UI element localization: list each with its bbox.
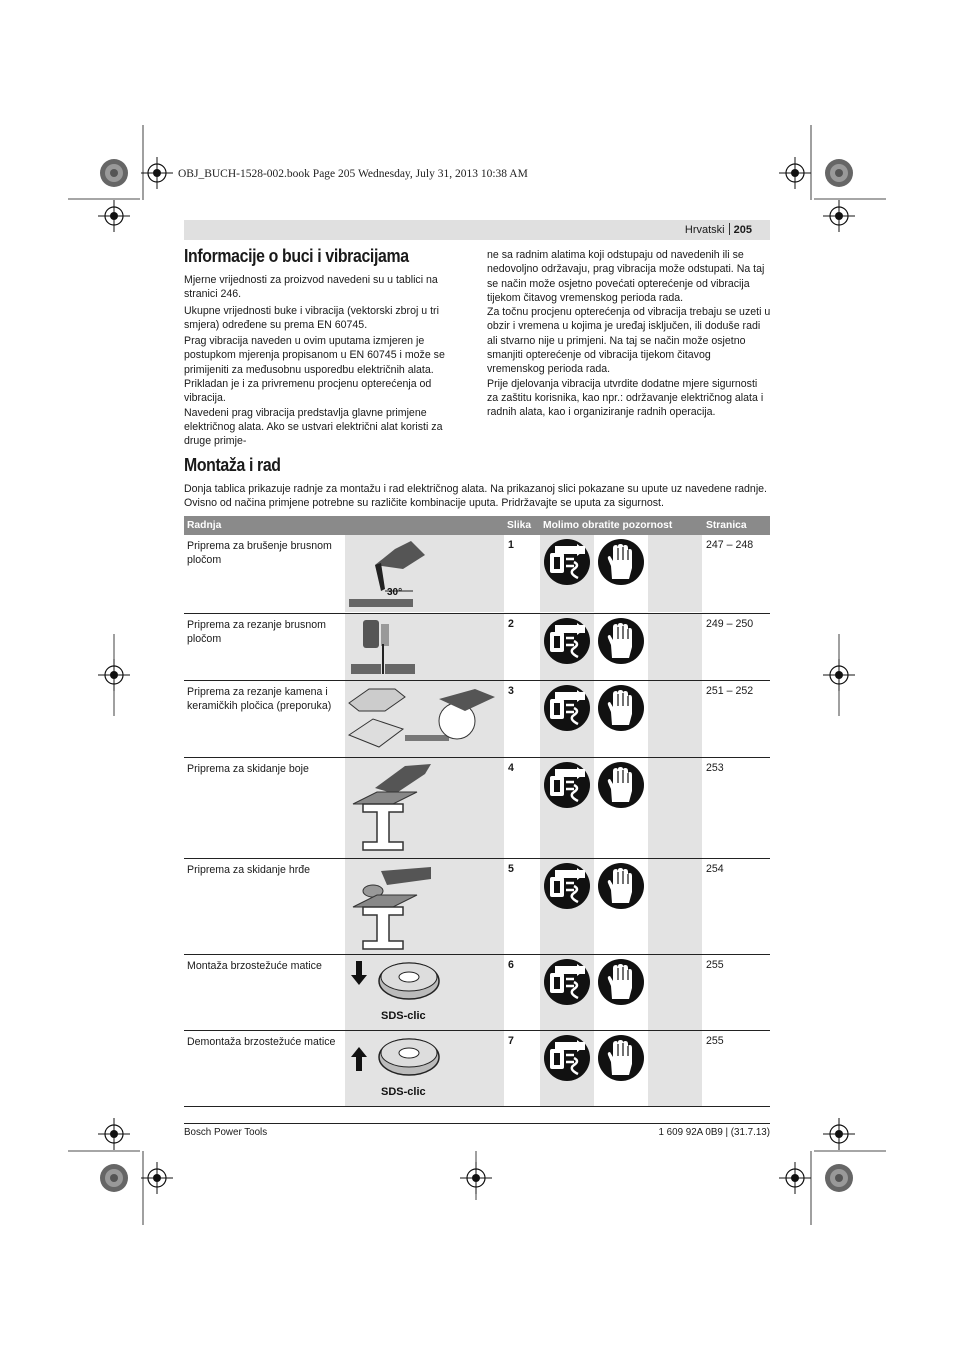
page-reference: 247 – 248 xyxy=(703,535,770,613)
unplug-before-work-icon xyxy=(547,621,587,661)
page-reference: 254 xyxy=(703,858,770,954)
pictogram-slot-empty xyxy=(648,955,702,1030)
table-row xyxy=(184,858,770,954)
pictogram-slot xyxy=(540,535,594,612)
action-illustration xyxy=(345,1031,504,1106)
pictogram-unplug xyxy=(544,685,590,731)
footer-publisher: Bosch Power Tools xyxy=(184,1127,268,1138)
page-reference: 249 – 250 xyxy=(703,613,770,680)
unplug-before-work-icon xyxy=(547,962,587,1002)
pictogram-slot-empty xyxy=(648,681,702,757)
action-illustration xyxy=(345,681,504,757)
footer-rule xyxy=(184,1123,770,1124)
rust-removal-brush-icon xyxy=(345,859,504,951)
unplug-before-work-icon xyxy=(547,866,587,906)
action-label: Montaža brzostežuće matice xyxy=(187,959,322,972)
pictogram-gloves xyxy=(598,539,644,585)
pictogram-slot xyxy=(540,758,594,858)
attention-pictograms xyxy=(540,613,703,680)
cutting-disc-icon xyxy=(345,614,504,677)
action-cell xyxy=(184,1030,504,1106)
paragraph: Prije djelovanja vibracija utvrdite dodatne mjere sigurnosti za zaštitu korisnika, kao npr.: održavanje električnog alata i radnih alata, kao i organiziranje radnih operacija. xyxy=(487,377,764,419)
action-cell xyxy=(184,858,504,954)
wear-gloves-icon xyxy=(601,866,641,906)
pictogram-gloves xyxy=(598,863,644,909)
table-row xyxy=(184,757,770,858)
section-assembly-intro: Donja tablica prikazuje radnje za montažu i rad električnog alata. Na prikazanoj slici pokazane su upute uz navedene radnje. Ovisno od načina primjene potrebne su različite kombinacije uputa. Pridržavajte se uputa za sigurnost. xyxy=(184,483,768,510)
attention-pictograms xyxy=(540,680,703,757)
pictogram-unplug xyxy=(544,863,590,909)
figure-number: 7 xyxy=(504,1030,540,1106)
brand-label: SDS-clic xyxy=(381,1009,426,1022)
angle-label: 30° xyxy=(387,587,403,598)
action-cell xyxy=(184,954,504,1030)
page-reference: 253 xyxy=(703,757,770,858)
pictogram-gloves xyxy=(598,685,644,731)
attention-pictograms xyxy=(540,1030,703,1106)
section-noise-left-column xyxy=(184,273,468,451)
wear-gloves-icon xyxy=(601,1038,641,1078)
table-row xyxy=(184,680,770,757)
action-illustration xyxy=(345,859,504,954)
action-label: Priprema za rezanje brusnom pločom xyxy=(187,618,326,645)
paragraph: ne sa radnim alatima koji odstupaju od navedenih ili se nedovoljno održavaju, prag vibracija može odstupati. Na taj se način može osjetno povećati opterećenje od vibracija tijekom čitavog vremenskog perioda rada. xyxy=(487,249,765,304)
sds-clic-dismount-icon xyxy=(345,1031,504,1103)
pictogram-unplug xyxy=(544,1035,590,1081)
table-header-row xyxy=(184,516,770,535)
column-header-action: Radnja xyxy=(184,516,504,535)
action-label: Demontaža brzostežuće matice xyxy=(187,1035,336,1048)
page-header-text xyxy=(685,223,752,236)
action-label: Priprema za rezanje kamena i keramičkih pločica (preporuka) xyxy=(187,685,332,712)
attention-pictograms xyxy=(540,954,703,1030)
unplug-before-work-icon xyxy=(547,542,587,582)
paint-removal-icon xyxy=(345,758,504,855)
stone-cutting-guide-icon xyxy=(345,681,504,754)
section-noise-right-column xyxy=(487,248,771,420)
pictogram-slot-empty xyxy=(648,614,702,680)
operations-table xyxy=(184,516,770,1107)
grinding-30-degree-icon xyxy=(345,535,504,609)
page-reference: 251 – 252 xyxy=(703,680,770,757)
page-reference: 255 xyxy=(703,954,770,1030)
figure-number: 5 xyxy=(504,858,540,954)
column-header-page: Stranica xyxy=(703,516,770,535)
action-illustration xyxy=(345,758,504,858)
action-illustration xyxy=(345,535,504,612)
pictogram-slot xyxy=(594,1031,648,1106)
figure-number: 6 xyxy=(504,954,540,1030)
paragraph: Ukupne vrijednosti buke i vibracija (vektorski zbroj u tri smjera) određene su prema EN 60745. xyxy=(184,304,439,331)
print-slug: OBJ_BUCH-1528-002.book Page 205 Wednesday, July 31, 2013 10:38 AM xyxy=(178,168,528,180)
paragraph: Za točnu procjenu opterećenja od vibracija trebaju se uzeti u obzir i vremena u kojima je uređaj isključen, ili doduše radi ali stvarno nije u primjeni. Na taj se način može osjetno smanjiti opterećenje od vibracija tijekom čitavog vremenskog perioda rada. xyxy=(487,306,771,376)
action-label: Priprema za skidanje boje xyxy=(187,762,309,775)
footer-document-number: 1 609 92A 0B9 | (31.7.13) xyxy=(658,1127,770,1138)
page-header xyxy=(184,220,770,240)
header-separator xyxy=(729,223,730,235)
action-illustration xyxy=(345,614,504,680)
figure-number: 3 xyxy=(504,680,540,757)
brand-label: SDS-clic xyxy=(381,1085,426,1098)
pictogram-slot-empty xyxy=(648,535,702,612)
attention-pictograms xyxy=(540,858,703,954)
wear-gloves-icon xyxy=(601,765,641,805)
pictogram-slot xyxy=(594,681,648,757)
pictogram-unplug xyxy=(544,959,590,1005)
header-language: Hrvatski xyxy=(684,224,725,236)
pictogram-slot-empty xyxy=(648,859,702,954)
section-title-assembly: Montaža i rad xyxy=(184,455,281,475)
unplug-before-work-icon xyxy=(547,688,587,728)
table-row xyxy=(184,535,770,613)
pictogram-slot xyxy=(540,955,594,1030)
table-row xyxy=(184,613,770,680)
page-reference: 255 xyxy=(703,1030,770,1106)
header-page-number: 205 xyxy=(733,224,752,236)
figure-number: 4 xyxy=(504,757,540,858)
wear-gloves-icon xyxy=(601,962,641,1002)
pictogram-slot xyxy=(594,859,648,954)
action-illustration xyxy=(345,955,504,1030)
pictogram-slot xyxy=(540,859,594,954)
action-label: Priprema za brušenje brusnom pločom xyxy=(187,540,332,566)
wear-gloves-icon xyxy=(601,688,641,728)
pictogram-slot xyxy=(594,758,648,858)
column-header-attention: Molimo obratite pozornost xyxy=(540,516,703,535)
pictogram-slot-empty xyxy=(648,1031,702,1106)
wear-gloves-icon xyxy=(601,621,641,661)
table-row xyxy=(184,1030,770,1106)
paragraph: Mjerne vrijednosti za proizvod navedeni su u tablici na stranici 246. xyxy=(184,274,438,301)
pictogram-unplug xyxy=(544,762,590,808)
pictogram-slot-empty xyxy=(648,758,702,858)
pictogram-gloves xyxy=(598,618,644,664)
column-header-figure: Slika xyxy=(504,516,540,535)
pictogram-slot xyxy=(594,955,648,1030)
unplug-before-work-icon xyxy=(547,765,587,805)
paragraph: Navedeni prag vibracija predstavlja glavne primjene električnog alata. Ako se ustvari električni alat koristi za druge primje- xyxy=(184,406,443,448)
figure-number: 2 xyxy=(504,613,540,680)
action-cell xyxy=(184,535,504,613)
paragraph: Prag vibracija naveden u ovim uputama izmjeren je postupkom mjerenja propisanom u EN 60745 i može se primijeniti za međusobnu usporedbu električnih alata. Prikladan je i za privremenu procjenu opterećenja od vibracija. xyxy=(184,335,445,405)
action-cell xyxy=(184,613,504,680)
figure-number: 1 xyxy=(504,535,540,613)
action-cell xyxy=(184,680,504,757)
table-row xyxy=(184,954,770,1030)
action-label: Priprema za skidanje hrđe xyxy=(187,863,311,876)
pictogram-unplug xyxy=(544,618,590,664)
pictogram-gloves xyxy=(598,762,644,808)
pictogram-slot xyxy=(540,1031,594,1106)
pictogram-gloves xyxy=(598,959,644,1005)
attention-pictograms xyxy=(540,535,703,613)
unplug-before-work-icon xyxy=(547,1038,587,1078)
pictogram-slot xyxy=(540,681,594,757)
pictogram-slot xyxy=(594,614,648,680)
wear-gloves-icon xyxy=(601,542,641,582)
pictogram-gloves xyxy=(598,1035,644,1081)
pictogram-unplug xyxy=(544,539,590,585)
pictogram-slot xyxy=(594,535,648,612)
section-title-noise: Informacije o buci i vibracijama xyxy=(184,246,409,266)
attention-pictograms xyxy=(540,757,703,858)
sds-clic-mount-icon xyxy=(345,955,504,1027)
action-cell xyxy=(184,757,504,858)
pictogram-slot xyxy=(540,614,594,680)
